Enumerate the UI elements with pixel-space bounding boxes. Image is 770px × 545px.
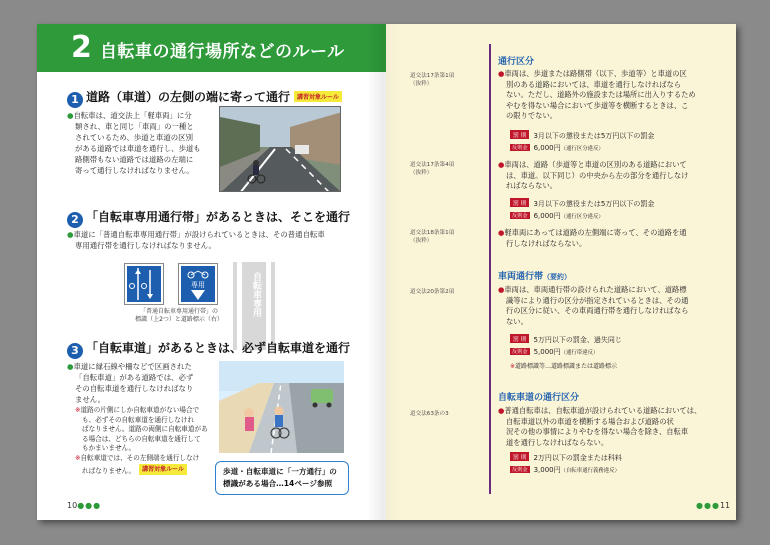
section-heading: 道路（車道）の左側の端に寄って通行 bbox=[86, 90, 291, 104]
section-1-body: ●自転車は、道交法上「軽車両」に分 類され、車と同じ「車両」の一種と されているため、歩道と車道の区別 がある道路では車道を通行し、歩道も 路側帯もない道路では道路の左端に 寄って通行しなければなりません。 bbox=[67, 111, 201, 175]
right-page bbox=[386, 24, 736, 520]
penalty-line: 罰 則 2万円以下の罰金または科料 bbox=[510, 452, 622, 463]
law-reference: 道交法17条第4項 （抜粋） bbox=[410, 162, 455, 176]
law-text-18-1: ●軽車両にあっては道路の左側端に寄って、その道路を通 行しなければならない。 bbox=[498, 228, 687, 248]
section-3-title bbox=[67, 339, 350, 359]
section-heading: 「自転車道」があるときは、必ず自転車道を通行 bbox=[86, 341, 351, 355]
bullet-icon: ● bbox=[67, 111, 74, 120]
bicycle-lane-sign bbox=[125, 264, 163, 304]
page-number-right: ●●●11 bbox=[696, 501, 731, 510]
section-3-notes: ※道路の片側にしか自転車道がない場合で も、必ずその自転車道を通行しなけれ ばなりません。道路の両側に自転車道があ る場合は、どちらの自転車道を通行して もかまいません。 ※自転車道では、その左側端を通行しなけ ればなりません。 講習対象ルール bbox=[75, 406, 208, 475]
fine-line: 反則金 3,000円（自転車通行義務違反） bbox=[512, 466, 620, 474]
section-number: 2 bbox=[67, 212, 83, 228]
chapter-title: 自転車の通行場所などのルール bbox=[100, 42, 345, 62]
section-3-body: ●車道に縁石線や柵などで区画された 「自転車道」がある道路では、必ず その自転車道を通行しなければなり ません。 bbox=[67, 362, 194, 404]
section-2-body: ●車道に「普通自転車専用通行帯」が設けられているときは、その普通自転車 専用通行帯を通行しなければなりません。 bbox=[67, 230, 325, 250]
fine-line: 反則金 6,000円（通行区分違反） bbox=[512, 144, 604, 152]
law-text-17-4: ●車両は、道路（歩道等と車道の区別のある道路において は、車道。以下同じ）の中央から左の部分を通行しなけ ればならない。 bbox=[498, 160, 689, 190]
bullet-icon: ● bbox=[67, 362, 74, 371]
section-number: 1 bbox=[67, 92, 83, 108]
penalty-line: 罰 則 5万円以下の罰金、過失同じ bbox=[510, 334, 622, 345]
lecture-rule-badge: 講習対象ルール bbox=[139, 464, 187, 476]
left-page bbox=[37, 24, 386, 520]
heading-vehicle-lane: 車両通行帯（要約） bbox=[498, 272, 572, 282]
lecture-rule-badge: 講習対象ルール bbox=[294, 91, 342, 102]
law-reference: 道交法17条第1項 （抜粋） bbox=[410, 73, 455, 87]
law-text-63-3: ●普通自転車は、自転車道が設けられている道路においては、 自転車道以外の車道を横断する場合および道路の状 況その他の事情によりやむを得ない場合を除き、自転車 道を通行しなければならない。 bbox=[498, 406, 702, 447]
page-number-left: 10●●● bbox=[67, 501, 102, 510]
heading-bicycle-road: 自転車道の通行区分 bbox=[498, 393, 580, 403]
section-2-title bbox=[67, 208, 350, 228]
law-text-17-1: ●車両は、歩道または路側帯（以下、歩道等）と車道の区 別のある道路においては、車道を通行しなければなら ない。ただし、道路外の施設または場所に出入りするため やむを得ない場合において歩道等を横断するときは、こ の限りでない。 bbox=[498, 69, 696, 120]
chapter-number: 2 bbox=[71, 30, 92, 65]
law-reference: 道交法20条第2項 bbox=[410, 289, 455, 295]
law-reference: 道交法18条第1項 （抜粋） bbox=[410, 230, 455, 244]
law-reference: 道交法63条の3 bbox=[410, 411, 449, 417]
booklet-spread bbox=[37, 24, 736, 520]
section-1-title bbox=[67, 88, 342, 108]
sign-text: 専用 bbox=[191, 281, 205, 289]
bicycle-exclusive-sign bbox=[179, 264, 217, 304]
road-marking bbox=[233, 262, 275, 350]
one-way-callout: 歩道・自転車道に「一方通行」の 標識がある場合…14ページ参照 bbox=[215, 461, 349, 495]
section-heading: 「自転車専用通行帯」があるときは、そこを通行 bbox=[86, 210, 351, 224]
sign-caption: 「普通自転車専用通行帯」の 標識（上2つ）と道路標示（右） bbox=[135, 308, 223, 323]
law-text-20-2: ●車両は、車両通行帯の設けられた道路において、道路標 識等により通行の区分が指定されているときは、その通 行の区分に従い、その車両通行帯を通行しなければなら ない。 bbox=[498, 285, 689, 326]
road-sign-note: ※道路標識等…道路標識または道路標示 bbox=[510, 363, 618, 370]
penalty-line: 罰 則 3月以下の懲役または5万円以下の罰金 bbox=[510, 130, 654, 141]
bicycle-lane-illustration bbox=[219, 361, 344, 453]
penalty-line: 罰 則 3月以下の懲役または5万円以下の罰金 bbox=[510, 198, 654, 209]
road-photo bbox=[219, 106, 341, 192]
section-number: 3 bbox=[67, 343, 83, 359]
heading-traffic-division: 通行区分 bbox=[498, 57, 535, 67]
chapter-header bbox=[37, 24, 386, 72]
bullet-icon: ● bbox=[67, 230, 74, 239]
road-marking-text: 自転車専用 bbox=[251, 272, 261, 317]
divider-line bbox=[489, 44, 491, 494]
fine-line: 反則金 6,000円（通行区分違反） bbox=[512, 212, 604, 220]
fine-line: 反則金 5,000円（通行帯違反） bbox=[512, 348, 599, 356]
